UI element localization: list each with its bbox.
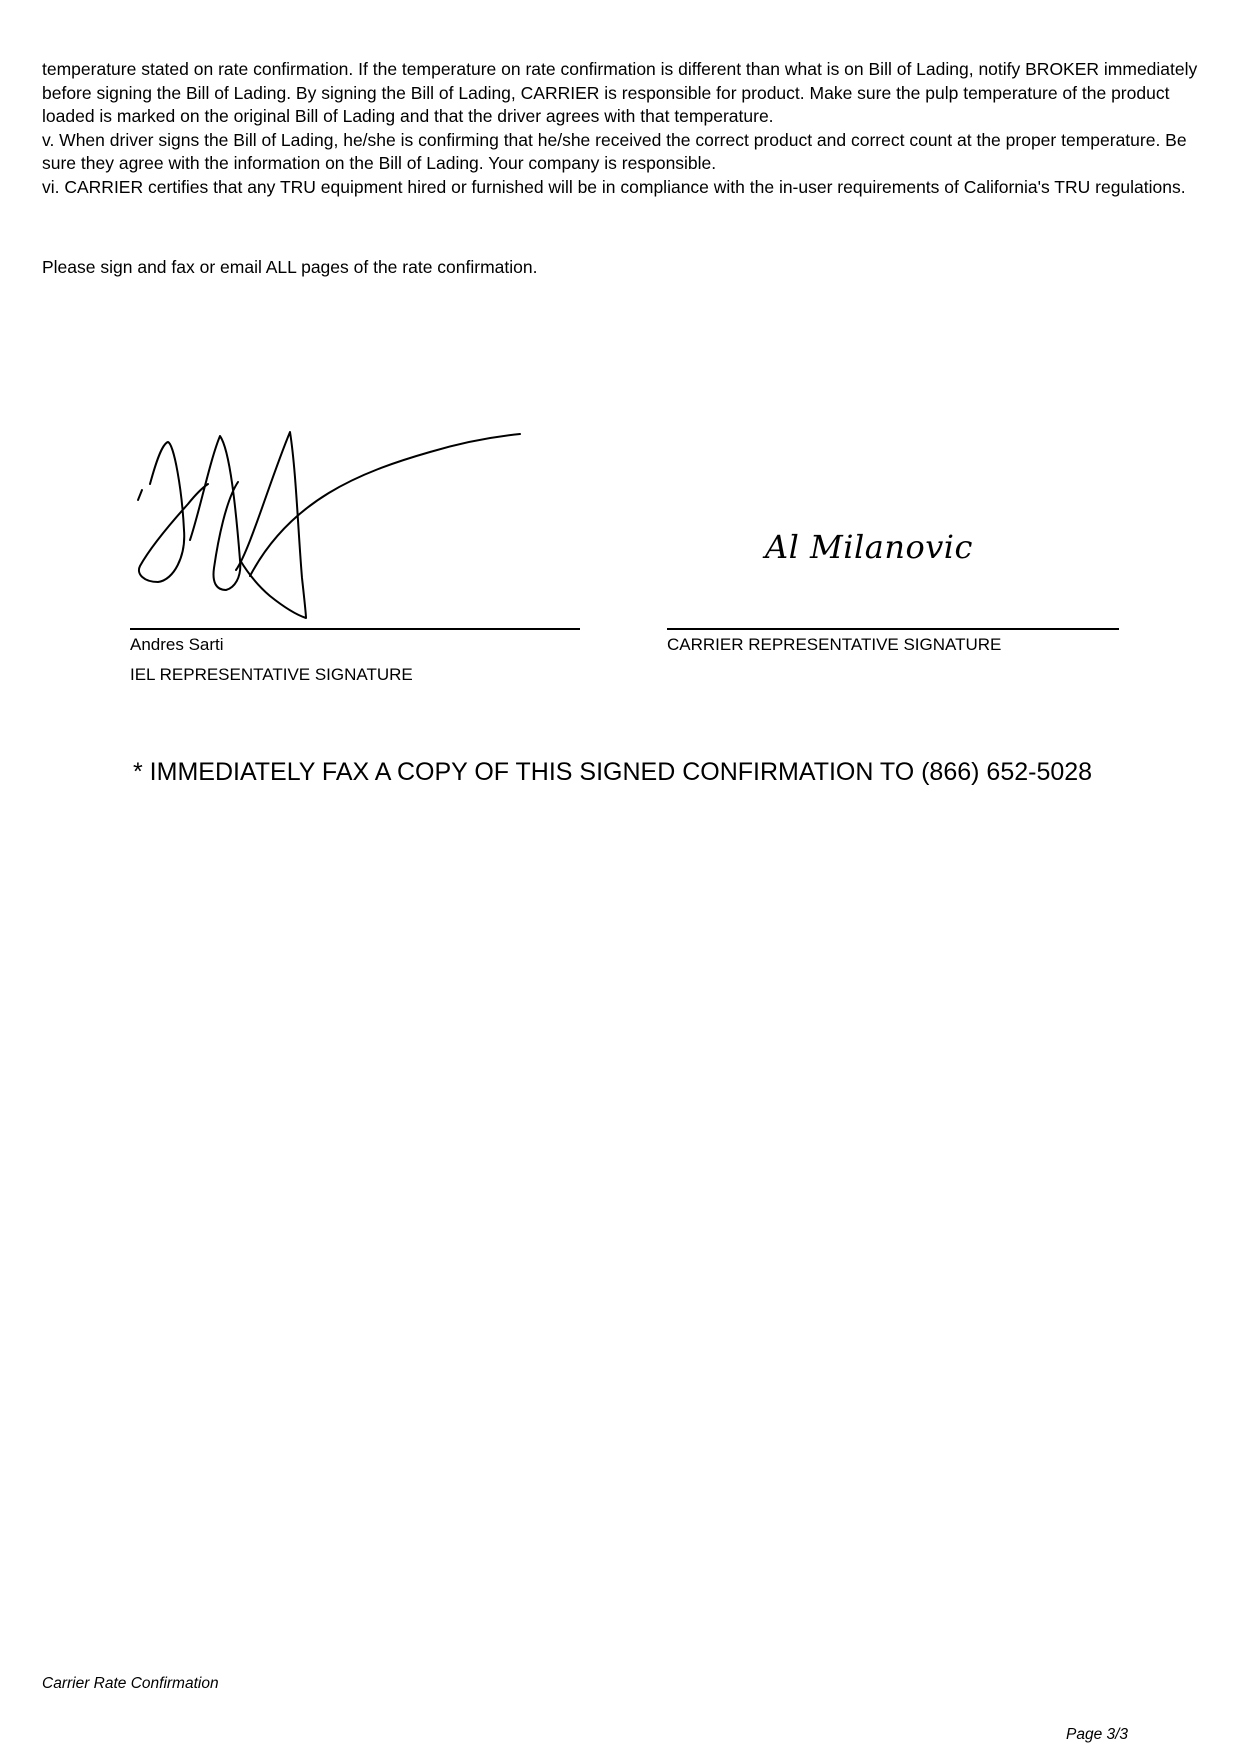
iel-signature-label: IEL REPRESENTATIVE SIGNATURE (130, 665, 413, 684)
carrier-signature-label: CARRIER REPRESENTATIVE SIGNATURE (667, 635, 1002, 654)
sign-instruction: Please sign and fax or email ALL pages of the rate confirmation. (42, 257, 538, 277)
iel-signer-name: Andres Sarti (130, 635, 224, 654)
handwritten-signature-right: Al Milanovic (765, 528, 973, 566)
signature-line-left (130, 628, 580, 630)
footer-title: Carrier Rate Confirmation (42, 1675, 219, 1692)
fax-notice: * IMMEDIATELY FAX A COPY OF THIS SIGNED CONFIRMATION TO (866) 652-5028 (133, 758, 1093, 786)
terms-paragraph-v: v. When driver signs the Bill of Lading, he/she is confirming that he/she received the correct product and correct count at the proper temperature. Be sure they agree with the information on the Bill of Lading. Your company is responsible. (42, 129, 1187, 173)
page-number: Page 3/3 (1066, 1726, 1129, 1743)
terms-paragraph-vi: vi. CARRIER certifies that any TRU equipment hired or furnished will be in compliance with the in-user requirements of California's TRU regulations. (42, 176, 1186, 197)
terms-text (42, 58, 1202, 199)
signature-line-right (667, 628, 1119, 630)
terms-paragraph-temperature: temperature stated on rate confirmation. If the temperature on rate confirmation is different than what is on Bill of Lading, notify BROKER immediately before signing the Bill of Lading. By signing the Bill of Lading, CARRIER is responsible for product. Make sure the pulp temperature of the product loaded is marked on the original Bill of Lading and that the driver agrees with that temperature. (42, 59, 1198, 126)
handwritten-signature-left (130, 400, 590, 630)
